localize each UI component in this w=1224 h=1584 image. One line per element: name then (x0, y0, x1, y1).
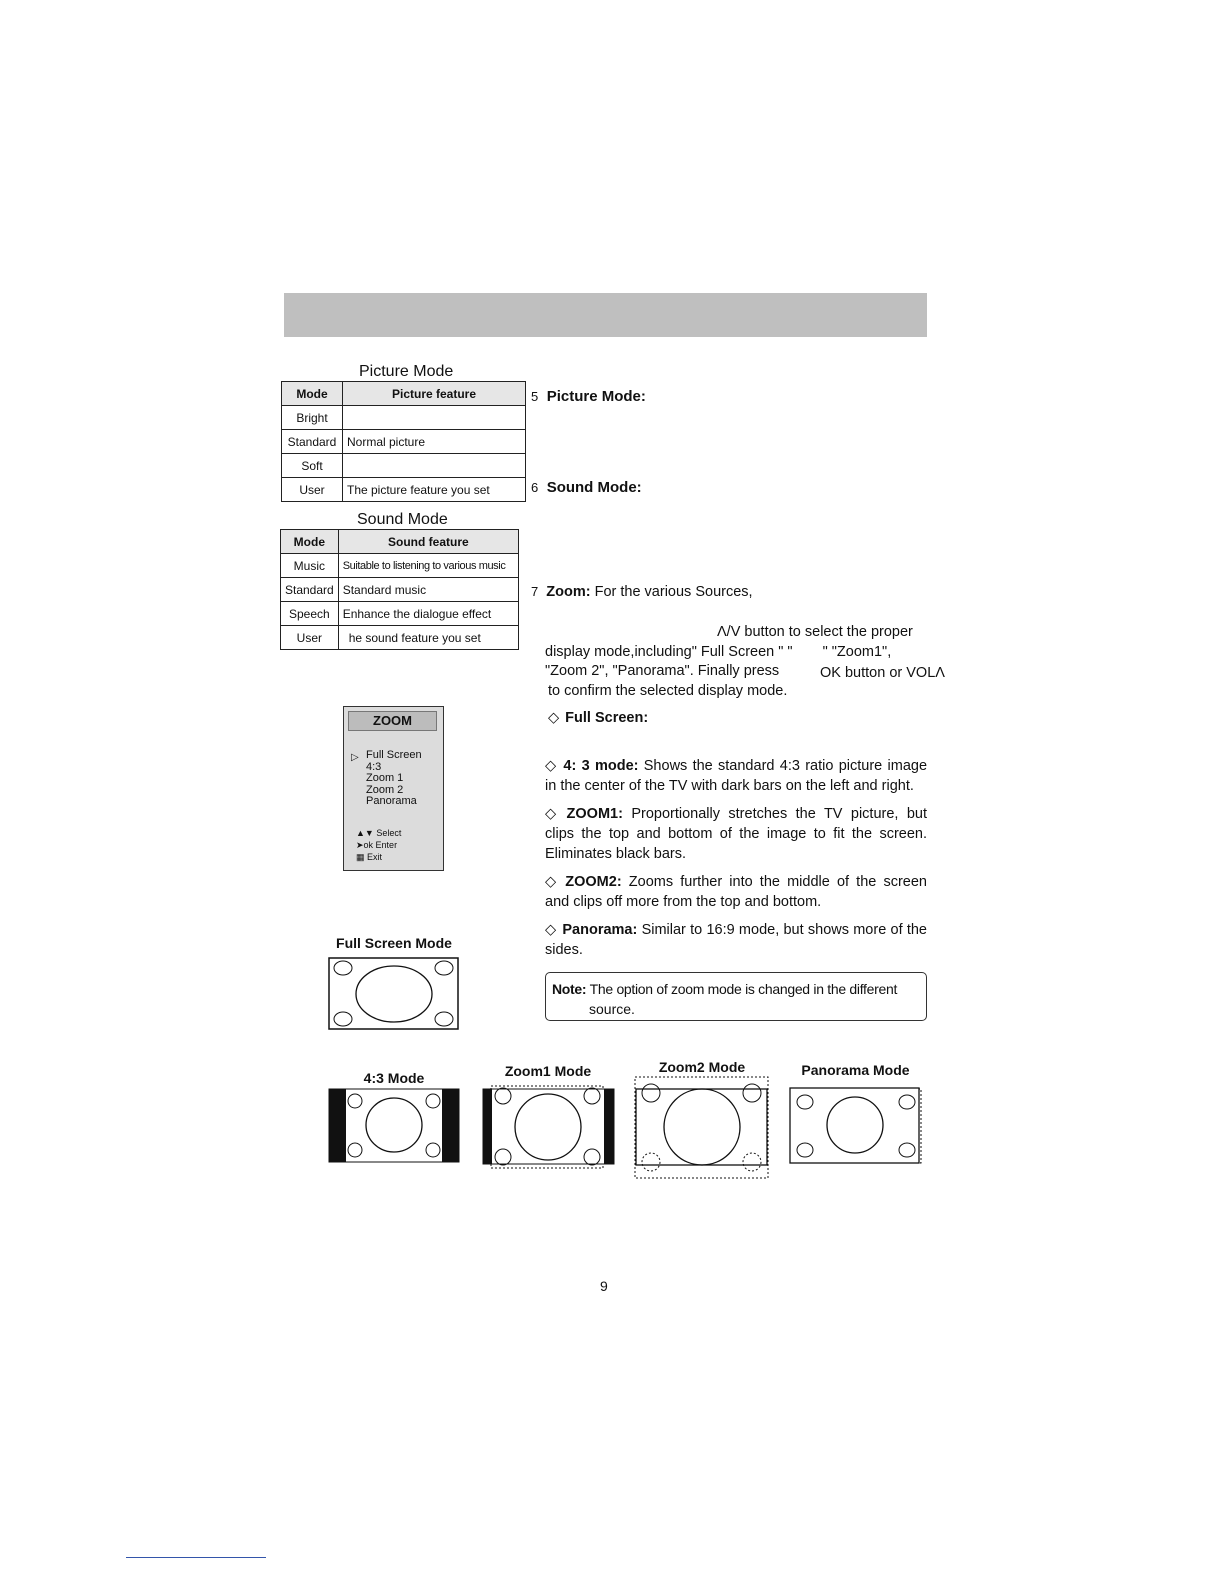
feature-cell: Suitable to listening to various music (338, 554, 518, 578)
feature-cell (343, 406, 526, 430)
mode-cell: Soft (282, 454, 343, 478)
zoom-line-3 (545, 642, 935, 662)
picture-mode-caption: Picture Mode (359, 363, 454, 380)
menu-item-zoom-2[interactable]: Zoom 2 (366, 783, 404, 796)
help-enter: ok Enter (363, 840, 398, 850)
diamond-icon: ◇ (548, 710, 560, 726)
menu-key-icon: ▦ (356, 852, 365, 862)
table-header: Mode (281, 530, 339, 554)
note-text-2: source. (589, 1001, 635, 1017)
table-row (281, 578, 519, 602)
diamond-icon: ◇ (545, 806, 561, 822)
mode-full-screen (548, 708, 928, 728)
mode-cell: Bright (282, 406, 343, 430)
sound-mode-table (280, 529, 519, 650)
note-box (545, 972, 927, 1021)
mode-4-3 (545, 756, 927, 796)
zoom1-diagram (482, 1084, 616, 1172)
four-three-diagram (328, 1088, 460, 1164)
feature-cell: Normal picture (343, 430, 526, 454)
table-row (281, 554, 519, 578)
table-header: Picture feature (343, 382, 526, 406)
zoom-menu-title: ZOOM (348, 711, 437, 731)
section-title: Picture Mode: (546, 388, 646, 405)
full-screen-diagram (328, 957, 460, 1031)
zoom2-diagram (634, 1076, 770, 1180)
pointer-icon: ▷ (351, 752, 359, 763)
section-number: 6 (531, 480, 539, 495)
table-row (282, 430, 526, 454)
picture-mode-section (531, 388, 646, 406)
diamond-icon: ◇ (545, 874, 560, 890)
mode-zoom2 (545, 872, 927, 912)
mode-cell: Music (281, 554, 339, 578)
zoom-line-3c: " "Zoom1", (822, 644, 892, 660)
mode-title: 4: 3 mode: (563, 758, 639, 774)
mode-text: Zooms further into the middle of the screen and clips off more from the top and bottom. (545, 874, 927, 910)
menu-item-full-screen[interactable]: Full Screen (366, 749, 422, 761)
mode-title: ZOOM2: (565, 874, 622, 890)
page-number: 9 (600, 1278, 608, 1294)
mode-text: Shows the standard 4:3 ratio picture image in the center of the TV with dark bars on the left and right. (545, 758, 928, 794)
zoom-osd-menu (343, 706, 444, 871)
mode-cell: Speech (281, 602, 339, 626)
zoom-menu-items (366, 750, 422, 808)
zoom-section (531, 582, 931, 602)
sound-mode-section (531, 479, 642, 497)
section-number: 5 (531, 389, 539, 404)
table-row (281, 602, 519, 626)
mode-zoom1 (545, 804, 927, 864)
feature-cell: The picture feature you set (343, 478, 526, 502)
footer-line (126, 1557, 266, 1558)
zoom-intro: For the various Sources, (594, 584, 753, 600)
help-select: Select (376, 828, 402, 838)
table-row (282, 478, 526, 502)
table-row (282, 406, 526, 430)
feature-cell: he sound feature you set (338, 626, 518, 650)
note-text: The option of zoom mode is changed in the different (589, 981, 898, 997)
mode-cell: User (281, 626, 339, 650)
zoom1-mode-label: Zoom1 Mode (504, 1063, 592, 1079)
header-bar (284, 293, 927, 337)
section-title: Sound Mode: (546, 479, 642, 496)
feature-cell: Standard music (338, 578, 518, 602)
picture-mode-table (281, 381, 526, 502)
mode-cell: User (282, 478, 343, 502)
zoom2-mode-label: Zoom2 Mode (658, 1059, 746, 1075)
note-label: Note: (552, 981, 587, 997)
zoom-line-2: Λ/V button to select the proper (717, 624, 913, 640)
section-title: Zoom: (546, 584, 591, 600)
mode-cell: Standard (282, 430, 343, 454)
table-header: Mode (282, 382, 343, 406)
table-row (281, 626, 519, 650)
mode-text: Similar to 16:9 mode, but shows more of the sides. (545, 922, 927, 958)
mode-title: ZOOM1: (566, 806, 623, 822)
zoom-line-3a: display mode,including" (545, 644, 697, 660)
panorama-mode-label: Panorama Mode (801, 1062, 910, 1078)
feature-cell (343, 454, 526, 478)
table-header: Sound feature (338, 530, 518, 554)
zoom-line-4a: "Zoom 2", "Panorama". Finally press (545, 663, 780, 679)
panorama-diagram (789, 1087, 923, 1167)
menu-item-4-3[interactable]: 4:3 (366, 760, 382, 773)
zoom-line-5: to confirm the selected display mode. (548, 683, 788, 699)
menu-item-panorama[interactable]: Panorama (366, 795, 417, 807)
mode-title: Full Screen: (565, 710, 649, 726)
feature-cell: Enhance the dialogue effect (338, 602, 518, 626)
four-three-mode-label: 4:3 Mode (363, 1070, 425, 1086)
zoom-menu-help (356, 827, 401, 863)
mode-text: Proportionally stretches the TV picture, but clips the top and bottom of the image to fit the screen. Eliminates black bars. (545, 806, 927, 862)
help-exit: Exit (367, 852, 383, 862)
menu-item-zoom-1[interactable]: Zoom 1 (366, 772, 404, 784)
zoom-line-4b: OK button or VOLΛ (820, 665, 945, 681)
enter-arrow-icon: ➤ (356, 840, 364, 850)
diamond-icon: ◇ (545, 922, 557, 938)
full-screen-mode-label: Full Screen Mode (336, 935, 452, 951)
table-row (282, 454, 526, 478)
mode-panorama (545, 920, 927, 960)
mode-title: Panorama: (562, 922, 638, 938)
sound-mode-caption: Sound Mode (357, 511, 448, 528)
zoom-line-3b: Full Screen " " (700, 644, 793, 660)
diamond-icon: ◇ (545, 758, 558, 774)
mode-cell: Standard (281, 578, 339, 602)
up-down-icon: ▲▼ (356, 828, 374, 838)
section-number: 7 (531, 584, 539, 599)
